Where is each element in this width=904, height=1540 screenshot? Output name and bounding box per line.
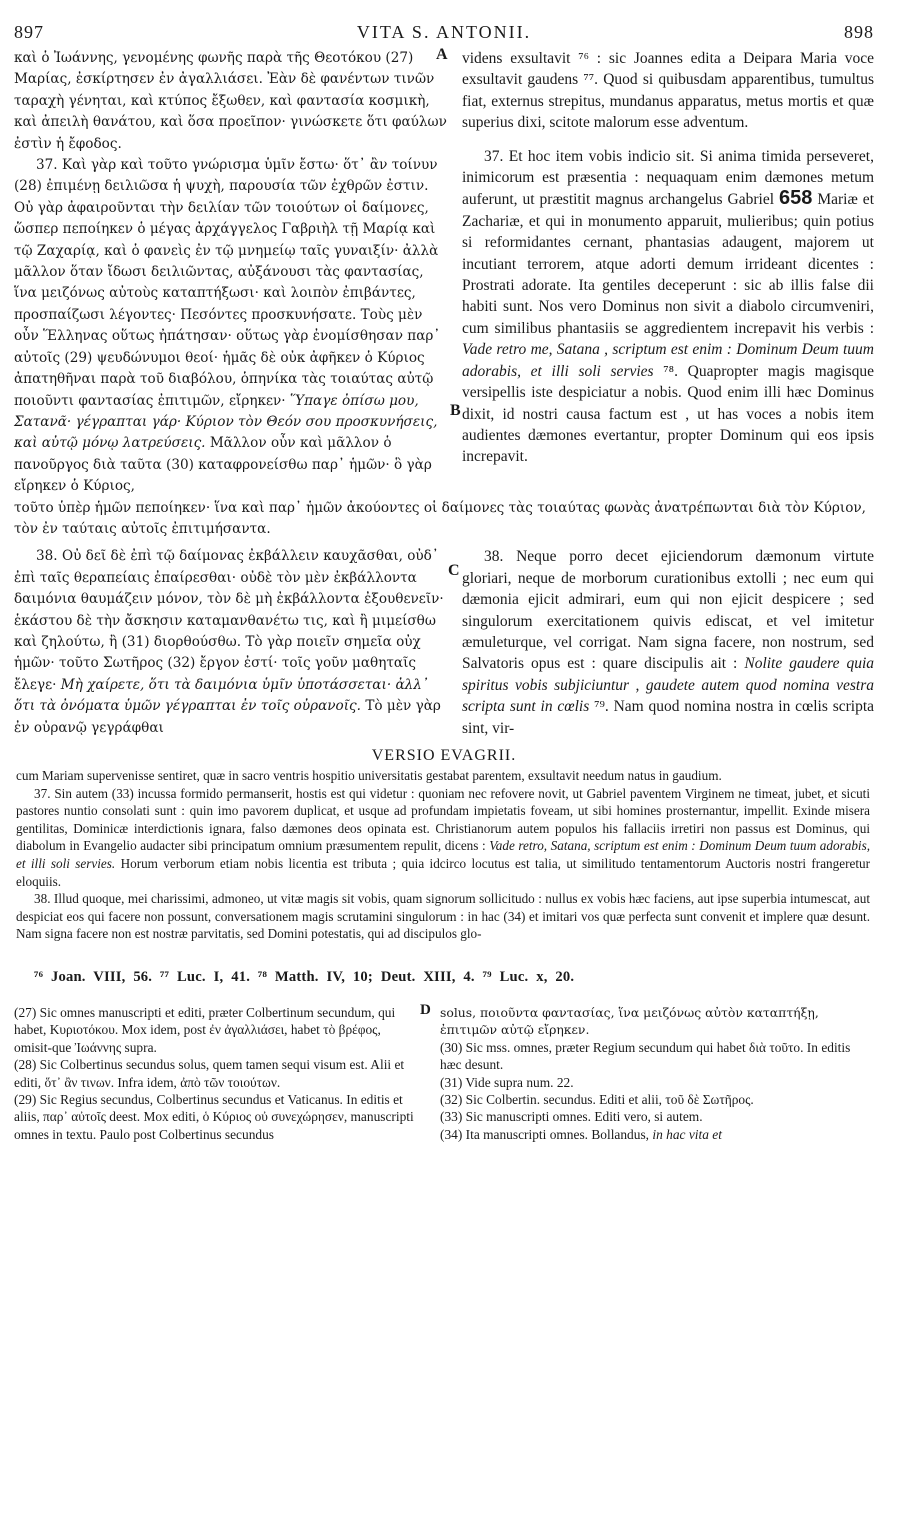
latin-p37-quotation: Vade retro me, Satana , scriptum est enim : Dominum Deum tuum adorabis, et illi soli servies bbox=[462, 341, 874, 380]
footnote-28: (28) Sic Colbertinus secundus solus, quem tamen sequi visum est. Alii et editi, ὅτ᾽ ἂν τινων. Infra idem, ἀπὸ τῶν τοιούτων. bbox=[14, 1057, 405, 1090]
footnotes-left bbox=[14, 1001, 434, 1143]
greek-p38-end: Τὸ μὲν γὰρ ἐν οὐρανῷ γεγράφθαι bbox=[14, 698, 441, 736]
greek-column-38 bbox=[14, 546, 462, 739]
footnote-29-continued: solus, ποιοῦντα φαντασίας, ἵνα μειζόνως αὐτὸν καταπτήξῃ, ἐπιτιμῶν αὐτῷ εἴρηκεν. bbox=[440, 1004, 819, 1038]
latin-p37-note-ref: ⁷⁸. bbox=[663, 362, 678, 380]
margin-letter-a: A bbox=[436, 46, 448, 63]
latin-paragraph-36: videns exsultavit ⁷⁶ : sic Joannes edita a Deipara Maria voce exsultavit gaudens ⁷⁷. Quod si quibusdam apparentibus, tumultus fiat, externus strepitus, mundanus apparatus, metus mortis et quæ superius dixi, scitote malorum esse adventum. bbox=[462, 50, 874, 132]
footnote-33: (33) Sic manuscripti omnes. Editi vero, si autem. bbox=[440, 1109, 703, 1125]
latin-p37-start: 37. Et hoc item vobis indicio sit. Si anima timida perseveret, inimicorum est præsentia : nequaquam enim dæmones metum auferunt, ut præstitit magnus archangelus Gabriel bbox=[462, 147, 874, 209]
greek-paragraph-36: καὶ ὁ Ἰωάννης, γενομένης φωνῆς παρὰ τῆς Θεοτόκου (27) Μαρίας, ἐσκίρτησεν ἐν ἀγαλλιάσει. Ἐὰν δὲ φανέντων τινῶν ταραχὴ γένηται, καὶ κτύπος ἔξωθεν, καὶ φαντασία κοσμικὴ, καὶ ἀπειλὴ θανάτου, καὶ ὅσα προεῖπον· γινώσκετε ὅτι φαύλων ἐστὶν ἡ ἔφοδος. bbox=[14, 50, 447, 152]
greek-p37-quotation: Ὕπαγε ὀπίσω μου, Σατανᾶ· γέγραπται γάρ· Κύριον τὸν Θεόν σου προσκυνήσεις, καὶ αὐτῷ μόνῳ λατρεύσεις. bbox=[14, 392, 438, 452]
column-number-badge: 658 bbox=[779, 187, 813, 210]
greek-full-width-lines: τοῦτο ὑπὲρ ἡμῶν πεποίηκεν· ἵνα καὶ παρ᾽ ἡμῶν ἀκούοντες οἱ δαίμονες τὰς τοιαύτας φωνὰς ἀνατρέπωνται διὰ τὸν Κύριον, τὸν ἐν ταύταις αὐτοῖς ἐπιτιμήσαντα. bbox=[14, 499, 866, 537]
latin-column-38 bbox=[462, 546, 874, 739]
footnote-34-text: (34) Ita manuscripti omnes. Bollandus, bbox=[440, 1126, 650, 1142]
right-page-number: 898 bbox=[843, 22, 874, 42]
latin-p38-end: Nam quod nomina nostra in cœlis scripta sint, vir- bbox=[462, 698, 875, 737]
margin-letter-d: D bbox=[420, 1001, 431, 1018]
evagrius-paragraph-38: 38. Illud quoque, mei charissimi, admoneo, ut vitæ magis sit vobis, quam signorum sollicitudo : nullus ex vobis hæc faciens, aut ipse superbia intumescat, aut despiciat eos qui facere non possunt, conversationem magis scrutamini singulorum : in hac (34) et imitari vos quæ perfecta sunt convenit et implere quæ desunt. Nam signa facere non est nostræ parvitatis, sed Domini potestatis, qui ad discipulos glo- bbox=[16, 891, 870, 942]
evagrius-p37-start: 37. Sin autem (33) incussa formido permanserit, hostis est qui videtur : quoniam nec refovere novit, ut Gabriel paventem Virginem ne timeat, jubet, et sicuti pastores nuntio consolati sunt : quin imo pavorem duplicat, et usque ad profundam impietatis foveam, ut sibi homines prosternantur, impellit. Exinde misera gentilitas, Dominicæ interdictionis ignara, falso dæmones deos opinata est. Christianorum autem populos his fallaciis irretiri non passus est Dominus, qui diabolum in Evangelio audacter sibi principatum omnium præsumentem repulit, dicens : bbox=[16, 785, 870, 854]
evagrius-version bbox=[14, 767, 874, 943]
latin-paragraph-38 bbox=[462, 546, 874, 739]
greek-column bbox=[14, 48, 462, 498]
margin-letter-c: C bbox=[448, 562, 460, 580]
footnote-32: (32) Sic Colbertin. secundus. Editi et alii, τοῦ δὲ Σωτῆρος. bbox=[440, 1091, 754, 1107]
latin-p38-note-ref: ⁷⁹. bbox=[594, 698, 609, 716]
greek-p37-text: 37. Καὶ γὰρ καὶ τοῦτο γνώρισμα ὑμῖν ἔστω· ὅτ᾽ ἂν τοίνυν (28) ἐπιμένῃ δειλιῶσα ἡ ψυχὴ, παρουσία τῶν ἐχθρῶν ἐστιν. Οὐ γὰρ ἀφαιροῦνται τὴν δειλίαν τῶν τοιούτων οἱ δαίμονες, ὥσπερ πεποίηκεν ὁ μέγας ἀρχάγγελος Γαβριὴλ τῇ Μαρίᾳ καὶ τῷ Ζαχαρίᾳ, καὶ ὁ φανεὶς ἐν τῷ μνημείῳ ταῖς γυναιξίν· ἀλλὰ μᾶλλον ὅταν ἴδωσι δειλιῶντας, αὐξάνουσι τὰς φαντασίας, ἵνα μειζόνως αὐτοὺς καταπτήξωσι· καὶ λοιπὸν ἐπιβάντες, προσπαίζωσι λέγοντες· Πεσόντες προσκυνήσατε. Τοὺς μὲν οὖν Ἕλληνας οὕτως ἠπάτησαν· οὕτως γὰρ ἐνομίσθησαν παρ᾽ αὐτοῖς (29) ψευδώνυμοι θεοί· ἡμᾶς δὲ οὐκ ἀφῆκεν ὁ Κύριος ἀπατηθῆναι παρὰ τοῦ διαβόλου, ὁπηνίκα τὰς τοιαύτας αὐτῷ ποιοῦντι φαντασίας ἐπιτιμῶν, εἴρηκεν· bbox=[14, 157, 441, 409]
footnote-27: (27) Sic omnes manuscripti et editi, præter Colbertinum secundum, qui habet, Κυριοτόκου. Mox idem, post ἐν ἀγαλλιάσει, habet τὸ βρέφος, omisit-que Ἰωάννης supra. bbox=[14, 1004, 396, 1055]
latin-column bbox=[462, 48, 874, 498]
parallel-columns-38 bbox=[14, 546, 874, 739]
footnote-29: (29) Sic Regius secundus, Colbertinus secundus et Vaticanus. In editis et aliis, παρ᾽ αὐτοῖς deest. Mox editi, ὁ Κύριος οὐ συνεχώρησεν, manuscripti omnes in textu. Paulo post Colbertinus secundus bbox=[14, 1091, 414, 1142]
evagrius-p37-end: Horum verborum etiam nobis licentia est tributa ; quia idcirco locutus est talia, ut similitudo tentamentorum Auctoris nostri frangeretur eloquiis. bbox=[16, 855, 870, 889]
footnote-34 bbox=[440, 1126, 874, 1143]
latin-p37-mid: Mariæ et Zachariæ, et qui in monumento apparuit, mulieribus; quin potius si reformidantes cernant, phantasias adaugent, majorem ut incutiant terrorem, atque adorti demum irrideant dicentes : Prostrati adorate. Ita gentiles deceperunt : sic ab illis false dii habiti sunt. Nos vero Dominus non sivit a diabolo circumveniri, cum similibus phantasiis se aggredientem increpavit his verbis : bbox=[462, 191, 874, 337]
margin-letter-b: B bbox=[450, 402, 461, 419]
greek-paragraph-37 bbox=[14, 155, 450, 498]
footnotes-right bbox=[420, 1001, 874, 1143]
footnotes bbox=[14, 1001, 874, 1143]
latin-p37-end: Quapropter magis magisque versipellis iste despiciatur a nobis. Quod enim illi hæc Dominus dixit, id nostri causa factum est , ut has voces a nobis item audientes dæmones evertantur, propter Dominum qui eos ipsis increpavit. bbox=[462, 362, 875, 466]
latin-p38-start: 38. Neque porro decet ejiciendorum dæmonum virtute gloriari, neque de morborum curationibus extolli ; nec eum qui dæmonia ejicit admirari, eum qui non ejicit despicere ; sed singulorum exercitationem quivis ediscat, et vel imitetur æmuleturque, vel corrigat. Nam signa facere, non nostrum, sed Salvatoris opus est : quare discipulis ait : bbox=[462, 548, 874, 673]
greek-paragraph-38 bbox=[14, 546, 450, 739]
latin-p38-quotation: Nolite gaudere quia spiritus vobis subjiciuntur , gaudete autem quod nomina vestra scripta sunt in cœlis bbox=[462, 655, 874, 716]
evagrius-p37-quotation: Vade retro, Satana, scriptum est enim : Dominum Deum tuum adorabis, et illi soli servies. bbox=[16, 838, 871, 871]
greek-p38-text: 38. Οὐ δεῖ δὲ ἐπὶ τῷ δαίμονας ἐκβάλλειν καυχᾶσθαι, οὐδ᾽ ἐπὶ ταῖς θεραπείαις ἐπαίρεσθαι· οὐδὲ τὸν μὲν ἐκβάλλοντα δαιμόνια θαυμάζειν μόνον, τὸν δὲ μὴ ἐκβάλλοντα ἐξουθενεῖν· ἑκάστου δὲ τὴν ἄσκησιν καταμανθανέτω τις, καὶ ἢ μιμείσθω καὶ ζηλούτω, ἢ (31) διορθούσθω. Τὸ γὰρ ποιεῖν σημεῖα οὐχ ἡμῶν· τοῦτο Σωτῆρος (32) ἔργον ἐστί· τοῖς γοῦν μαθηταῖς ἔλεγε· bbox=[14, 548, 444, 693]
scripture-references: ⁷⁶ Joan. VIII, 56. ⁷⁷ Luc. I, 41. ⁷⁸ Matth. IV, 10; Deut. XIII, 4. ⁷⁹ Luc. x, 20. bbox=[34, 968, 575, 985]
footnote-30: (30) Sic mss. omnes, præter Regium secundum qui habet διὰ τοῦτο. In editis hæc desunt. bbox=[440, 1039, 851, 1073]
footnote-34-italic: in hac vita et bbox=[652, 1126, 722, 1142]
left-page-number: 897 bbox=[14, 22, 44, 42]
footnote-31: (31) Vide supra num. 22. bbox=[440, 1074, 574, 1090]
evagrius-heading: VERSIO EVAGRII. bbox=[371, 747, 517, 764]
greek-p38-quotation: Μὴ χαίρετε, ὅτι τὰ δαιμόνια ὑμῖν ὑποτάσσεται· ἀλλ᾽ ὅτι τὰ ὀνόματα ὑμῶν γέγραπται ἐν τοῖς οὐρανοῖς. bbox=[14, 676, 429, 715]
evagrius-paragraph-37 bbox=[16, 785, 870, 891]
greek-p37-end: Μᾶλλον οὖν καὶ μᾶλλον ὁ πανοῦργος διὰ ταῦτα (30) καταφρονείσθω παρ᾽ ἡμῶν· ὃ γὰρ εἴρηκεν ὁ Κύριος, bbox=[14, 435, 432, 495]
evagrius-paragraph-36: cum Mariam supervenisse sentiret, quæ in sacro ventris hospitio universitatis gestabat parentem, exsultavit needum natus in gaudium. bbox=[16, 768, 722, 783]
running-title: VITA S. ANTONII. bbox=[356, 22, 532, 42]
latin-paragraph-37 bbox=[462, 146, 874, 468]
parallel-columns bbox=[14, 48, 874, 498]
page-header bbox=[14, 22, 874, 48]
